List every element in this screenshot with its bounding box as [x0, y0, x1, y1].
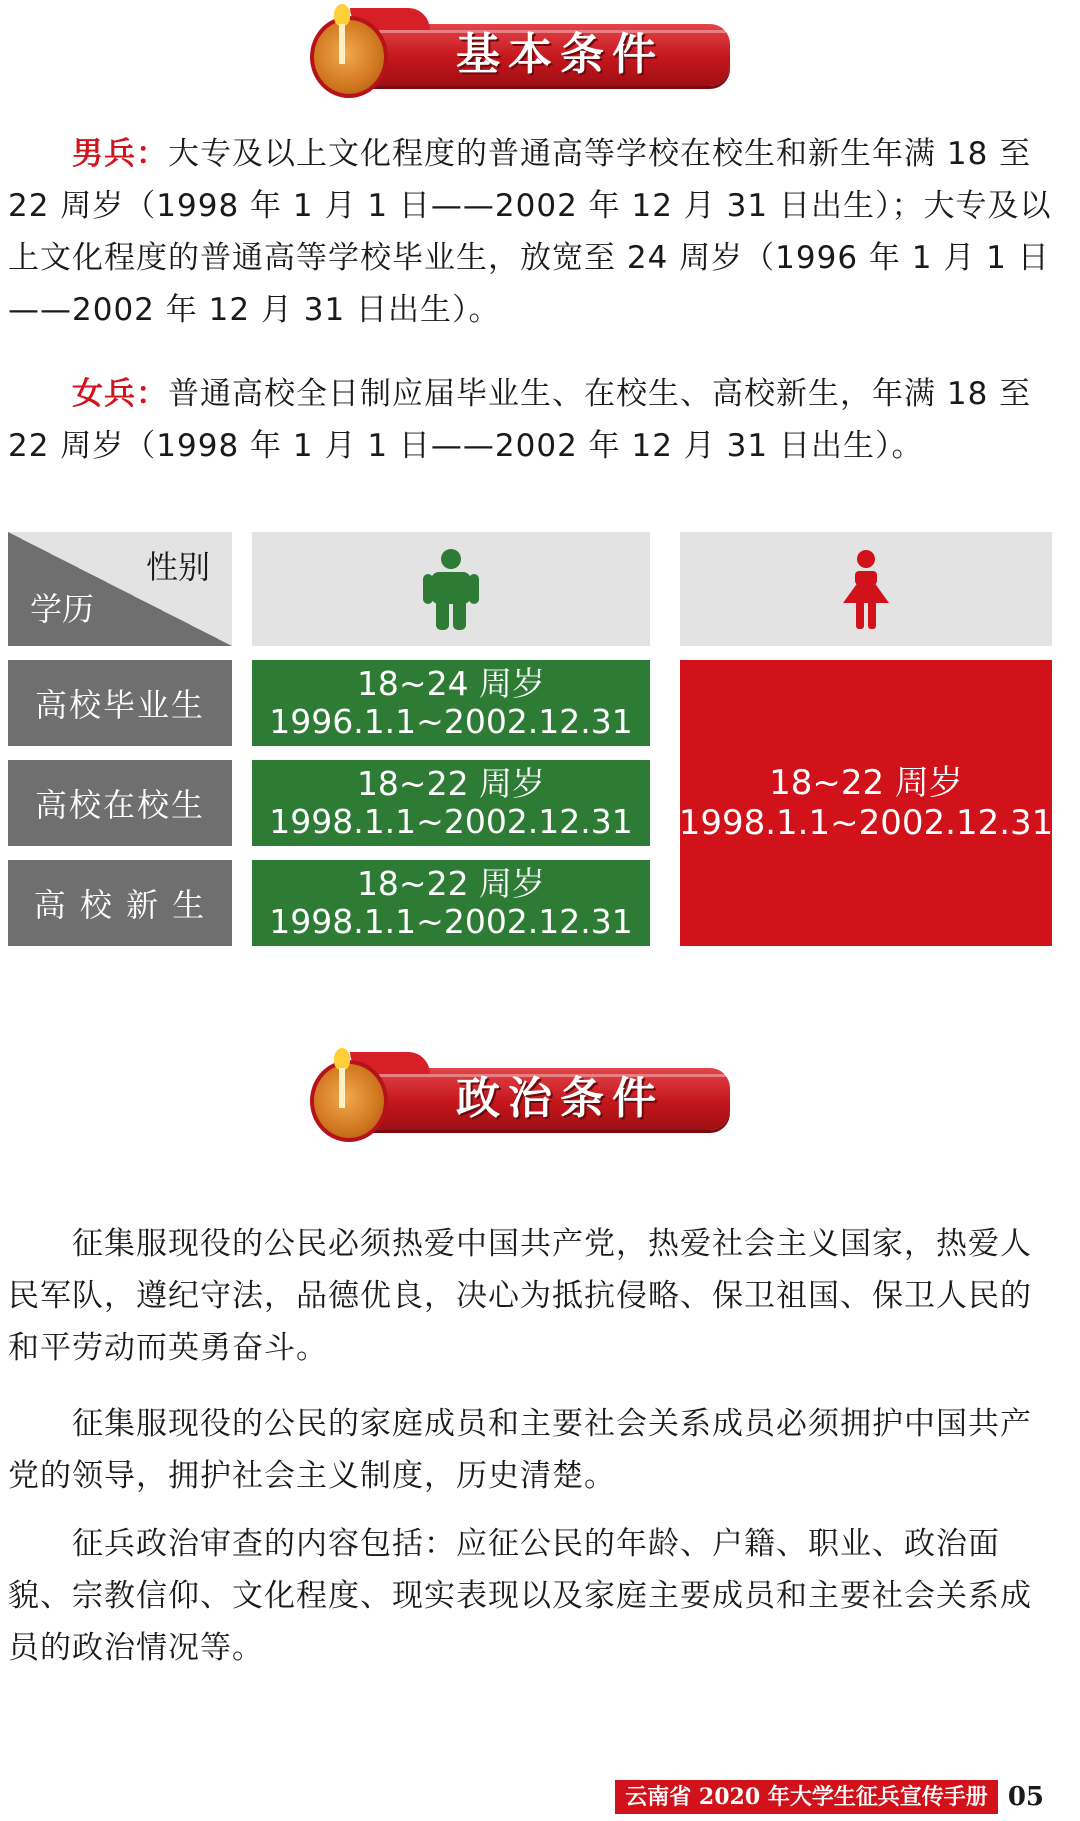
political-paragraph-1: 征集服现役的公民必须热爱中国共产党，热爱社会主义国家，热爱人民军队，遵纪守法，品德优良，决心为抵抗侵略、保卫祖国、保卫人民的和平劳动而英勇奋斗。 — [8, 1226, 1032, 1366]
section-title: 基本条件 — [456, 29, 664, 80]
male-cell-graduate — [252, 660, 650, 746]
torch-icon — [334, 4, 350, 64]
page-footer — [615, 1782, 1044, 1812]
male-cell-student — [252, 760, 650, 846]
row-label-freshman: 高 校 新 生 — [8, 860, 232, 946]
female-dates: 1998.1.1~2002.12.31 — [678, 803, 1054, 843]
female-requirements — [8, 368, 1058, 472]
section-banner-political — [310, 1048, 730, 1138]
row-label-student: 高校在校生 — [8, 760, 232, 846]
female-column-header — [680, 532, 1052, 646]
header-gender: 性别 — [145, 548, 210, 586]
political-paragraph-2: 征集服现役的公民的家庭成员和主要社会关系成员必须拥护中国共产党的领导，拥护社会主义制度，历史清楚。 — [8, 1406, 1032, 1494]
male-person-icon — [421, 548, 481, 630]
male-text: 大专及以上文化程度的普通高等学校在校生和新生年满 18 至 22 周岁（1998 年 1 月 1 日——2002 年 12 月 31 日出生）；大专及以上文化程度的普通高等学校毕业生，放宽至 24 周岁（1996 年 1 月 1 日——2002 年 12 月 31 日出生）。 — [8, 136, 1052, 328]
male-dates: 1998.1.1~2002.12.31 — [269, 902, 633, 941]
political-paragraph-3: 征兵政治审查的内容包括：应征公民的年龄、户籍、职业、政治面貌、宗教信仰、文化程度、现实表现以及家庭主要成员和主要社会关系成员的政治情况等。 — [8, 1526, 1032, 1666]
male-dates: 1996.1.1~2002.12.31 — [269, 702, 633, 741]
table-corner-header — [8, 532, 232, 646]
section-banner-basic — [310, 4, 730, 94]
male-age: 18~22 周岁 — [356, 864, 546, 903]
male-age: 18~24 周岁 — [356, 664, 546, 703]
male-age: 18~22 周岁 — [356, 764, 546, 803]
female-label: 女兵： — [72, 376, 168, 412]
male-cell-freshman — [252, 860, 650, 946]
torch-icon — [334, 1048, 350, 1108]
section-title: 政治条件 — [456, 1073, 664, 1124]
footer-title: 云南省 2020 年大学生征兵宣传手册 — [615, 1780, 998, 1814]
male-column-header — [252, 532, 650, 646]
female-age: 18~22 周岁 — [769, 763, 963, 803]
row-label-graduate: 高校毕业生 — [8, 660, 232, 746]
male-label: 男兵： — [72, 136, 168, 172]
header-education: 学历 — [30, 590, 95, 628]
female-cell-all — [680, 660, 1052, 946]
female-text: 普通高校全日制应届毕业生、在校生、高校新生，年满 18 至 22 周岁（1998 年 1 月 1 日——2002 年 12 月 31 日出生）。 — [8, 376, 1032, 464]
female-person-icon — [837, 549, 895, 629]
male-requirements — [8, 128, 1058, 336]
page-number: 05 — [1007, 1782, 1044, 1812]
male-dates: 1998.1.1~2002.12.31 — [269, 802, 633, 841]
